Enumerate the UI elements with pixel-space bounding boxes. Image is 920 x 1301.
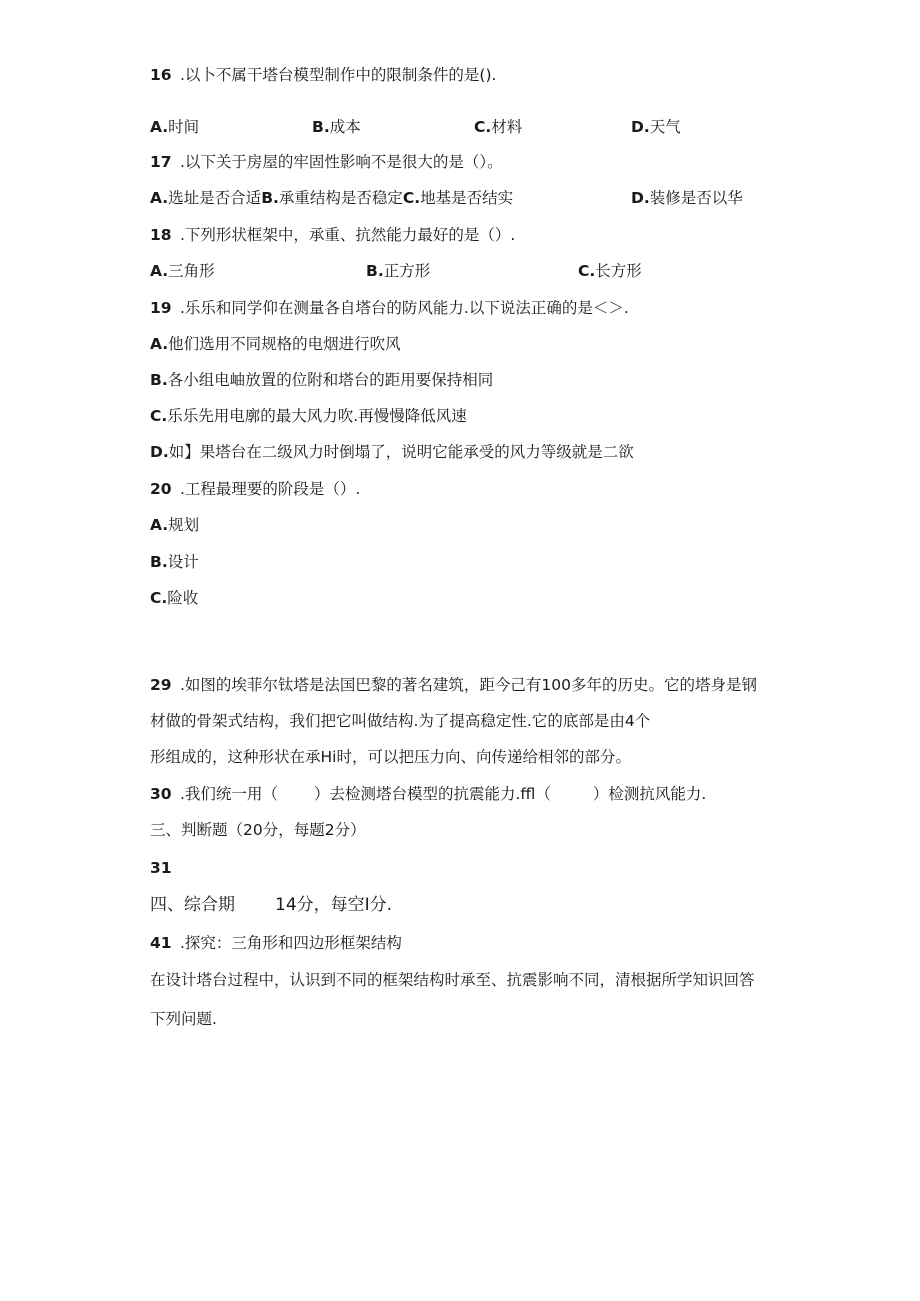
question-text: .工程最理要的阶段是（）. bbox=[180, 480, 361, 498]
question-31: 31 bbox=[150, 859, 172, 877]
options-abc: A.选址是否合适B.承重结构是否稳定C.地基是否结实 bbox=[150, 189, 514, 207]
question-18 bbox=[150, 224, 515, 246]
question-41 bbox=[150, 932, 402, 954]
option-d: D.装修是否以华 bbox=[631, 189, 743, 207]
question-16 bbox=[150, 64, 496, 86]
paragraph-line-2: 下列问题. bbox=[150, 1010, 217, 1028]
option-b: B.正方形 bbox=[366, 262, 431, 280]
option-a: A.规划 bbox=[150, 516, 200, 534]
option-b: B.成本 bbox=[312, 118, 361, 136]
option-c: C.长方形 bbox=[578, 262, 642, 280]
question-number: 20 bbox=[150, 480, 172, 498]
question-20 bbox=[150, 478, 360, 500]
option-c: C.乐乐先用电廓的最大风力吹.再慢慢降低风速 bbox=[150, 407, 467, 425]
option-a: A.时间 bbox=[150, 118, 200, 136]
question-29-line-3: 形组成的，这种形状在承Hi时，可以把压力向、向传递给相邻的部分。 bbox=[150, 748, 631, 766]
question-number: 30 bbox=[150, 785, 172, 803]
question-text: .下列形状框架中，承重、抗然能力最好的是（）. bbox=[180, 226, 516, 244]
question-text: .以卜不属干塔台模型制作中的限制条件的是(). bbox=[180, 66, 497, 84]
question-19 bbox=[150, 297, 629, 319]
question-29 bbox=[150, 674, 757, 696]
question-30: 30 .我们统一用（ ）去检测塔台模型的抗震能力.ffl（ ）检测抗风能力. bbox=[150, 785, 707, 803]
paragraph-line-1: 在设计塔台过程中，认识到不同的框架结构时承至、抗震影响不同，清根据所学知识回答 bbox=[150, 971, 755, 989]
option-d: D.天气 bbox=[631, 118, 681, 136]
option-d: D.如】果塔台在二级风力时倒塌了，说明它能承受的风力等级就是二欲 bbox=[150, 443, 634, 461]
option-c: C.材料 bbox=[474, 118, 523, 136]
question-text: .探究：三角形和四边形框架结构 bbox=[180, 934, 402, 952]
option-a: A.三角形 bbox=[150, 262, 215, 280]
question-text: .以下关于房屋的牢固性影响不是很大的是（）。 bbox=[180, 153, 503, 171]
question-number: 19 bbox=[150, 299, 172, 317]
question-number: 18 bbox=[150, 226, 172, 244]
question-17 bbox=[150, 151, 503, 173]
question-text: .乐乐和同学仰在测量各自塔台的防风能力.以下说法正确的是＜＞. bbox=[180, 299, 629, 317]
question-number: 16 bbox=[150, 66, 172, 84]
question-number: 29 bbox=[150, 676, 172, 694]
option-b: B.各小组电岫放置的位附和塔台的距用要保持相同 bbox=[150, 371, 494, 389]
option-c: C.险收 bbox=[150, 589, 199, 607]
option-a: A.他们选用不同规格的电烟进行吹风 bbox=[150, 335, 401, 353]
question-number: 17 bbox=[150, 153, 172, 171]
question-number: 41 bbox=[150, 934, 172, 952]
option-b: B.设计 bbox=[150, 553, 199, 571]
question-text: .如图的埃菲尔钛塔是法国巴黎的著名建筑，距今己有100多年的历史。它的塔身是钢 bbox=[180, 676, 758, 694]
section-heading-4: 四、综合期 14分，每空I分. bbox=[150, 895, 393, 915]
question-29-line-2: 材做的骨架式结构，我们把它叫做结构.为了提高稳定性.它的底部是由4个 bbox=[150, 712, 651, 730]
section-heading-3: 三、判断题（20分，每题2分） bbox=[150, 821, 366, 839]
